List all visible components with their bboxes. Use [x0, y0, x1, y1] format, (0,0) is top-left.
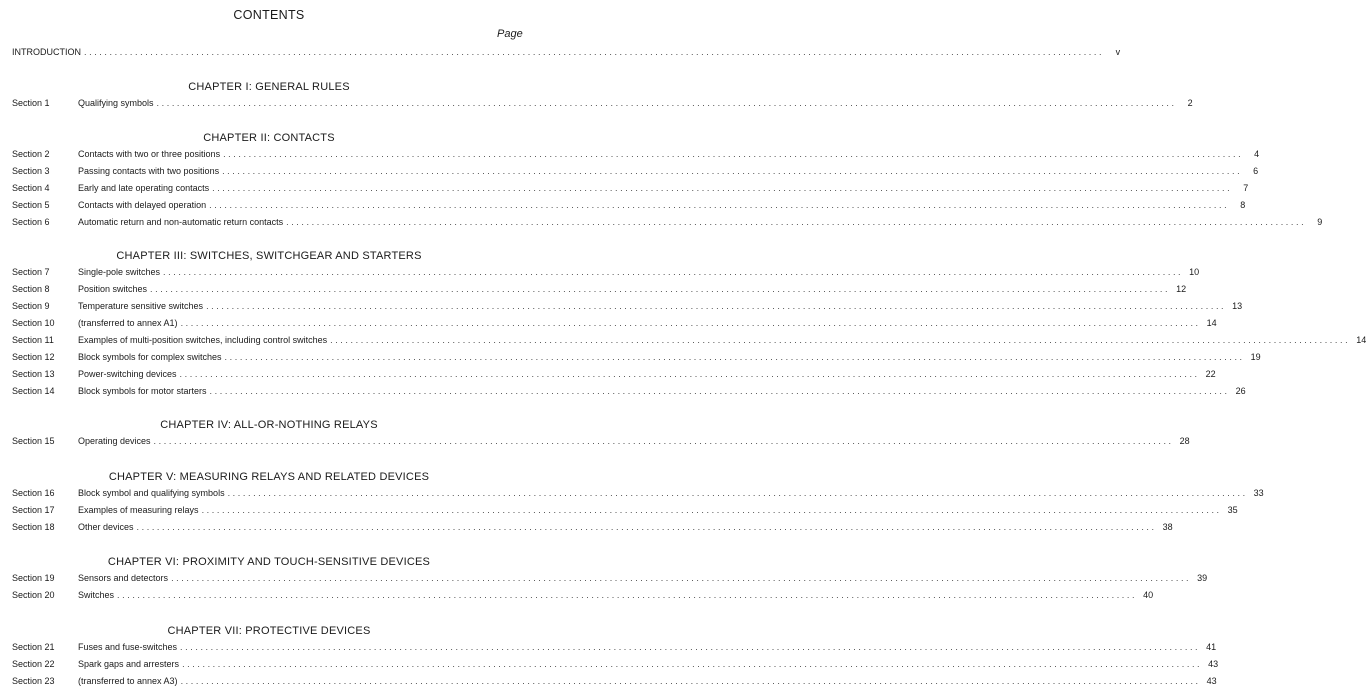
toc-entry-section: Section 4	[12, 183, 50, 193]
toc-entry-page: 10	[1189, 267, 1200, 277]
toc-entry-title: Qualifying symbols	[78, 98, 157, 108]
toc-entry[interactable]	[12, 642, 1217, 656]
chapter-heading: CHAPTER III: SWITCHES, SWITCHGEAR AND STARTERS	[116, 250, 422, 262]
chapter-heading: CHAPTER VII: PROTECTIVE DEVICES	[167, 625, 371, 637]
toc-entry-title: Spark gaps and arresters	[78, 659, 182, 669]
toc-entry[interactable]	[12, 436, 1190, 450]
toc-entry-section: Section 14	[12, 386, 55, 396]
dot-leader: ........................................................................................................................................................................................................	[206, 301, 1227, 311]
toc-entry[interactable]	[12, 267, 1200, 281]
toc-entry[interactable]	[12, 573, 1208, 587]
toc-entry-page: 35	[1227, 505, 1238, 515]
toc-entry-page: 41	[1206, 642, 1217, 652]
toc-entry-title: Contacts with delayed operation	[78, 200, 209, 210]
chapter-heading: CHAPTER V: MEASURING RELAYS AND RELATED DEVICES	[108, 471, 430, 483]
toc-entry[interactable]	[12, 301, 1243, 315]
toc-entry[interactable]	[12, 318, 1217, 332]
dot-leader: ........................................................................................................................................................................................................	[179, 369, 1200, 379]
toc-entry[interactable]	[12, 200, 1246, 214]
dot-leader: ........................................................................................................................................................................................................	[227, 488, 1248, 498]
toc-entry-title: Single-pole switches	[78, 267, 163, 277]
toc-entry[interactable]	[12, 369, 1216, 383]
toc-entry-section: Section 6	[12, 217, 50, 227]
dot-leader: ........................................................................................................................................................................................................	[180, 642, 1201, 652]
chapter-heading: CHAPTER I: GENERAL RULES	[188, 81, 350, 93]
toc-entry-title: Block symbols for motor starters	[78, 386, 210, 396]
toc-entry[interactable]	[12, 386, 1246, 400]
page-column-header: Page	[497, 28, 523, 40]
toc-entry-title: Other devices	[78, 522, 137, 532]
toc-entry[interactable]	[12, 505, 1238, 519]
toc-entry-title: INTRODUCTION	[12, 47, 84, 57]
toc-entry-page: 4	[1254, 149, 1260, 159]
toc-entry-section: Section 7	[12, 267, 50, 277]
dot-leader: ........................................................................................................................................................................................................	[212, 183, 1233, 193]
toc-entry[interactable]	[12, 166, 1259, 180]
toc-entry-title: (transferred to annex A3)	[78, 676, 181, 686]
toc-entry-title: (transferred to annex A1)	[78, 318, 181, 328]
dot-leader: ........................................................................................................................................................................................................	[150, 284, 1171, 294]
toc-entry-section: Section 10	[12, 318, 55, 328]
toc-entry-page: 40	[1143, 590, 1154, 600]
toc-entry-section: Section 1	[12, 98, 50, 108]
toc-entry-title: Examples of multi-position switches, including control switches	[78, 335, 330, 345]
toc-entry-title: Temperature sensitive switches	[78, 301, 206, 311]
toc-entry-section: Section 23	[12, 676, 55, 686]
dot-leader: ........................................................................................................................................................................................................	[180, 676, 1201, 686]
toc-entry-title: Automatic return and non-automatic return contacts	[78, 217, 286, 227]
toc-entry[interactable]	[12, 659, 1219, 673]
toc-entry-page: 43	[1206, 676, 1217, 686]
toc-entry-section: Section 12	[12, 352, 55, 362]
toc-entry-title: Block symbols for complex switches	[78, 352, 225, 362]
toc-entry[interactable]	[12, 217, 1323, 231]
toc-entry-page: 14	[1356, 335, 1366, 345]
toc-entry-page: 19	[1250, 352, 1261, 362]
toc-entry-page: 43	[1208, 659, 1219, 669]
toc-entry-page: v	[1115, 47, 1121, 57]
dot-leader: ........................................................................................................................................................................................................	[117, 590, 1138, 600]
toc-entry-title: Passing contacts with two positions	[78, 166, 222, 176]
toc-entry[interactable]	[12, 352, 1261, 366]
toc-entry-page: 13	[1232, 301, 1243, 311]
toc-entry-section: Section 11	[12, 335, 54, 345]
toc-entry-title: Sensors and detectors	[78, 573, 171, 583]
toc-entry-section: Section 22	[12, 659, 55, 669]
dot-leader: ........................................................................................................................................................................................................	[136, 522, 1157, 532]
toc-entry-section: Section 16	[12, 488, 55, 498]
toc-entry-section: Section 15	[12, 436, 55, 446]
dot-leader: ........................................................................................................................................................................................................	[201, 505, 1222, 515]
toc-entry-page: 33	[1253, 488, 1264, 498]
toc-entry-section: Section 2	[12, 149, 50, 159]
toc-entry-title: Contacts with two or three positions	[78, 149, 223, 159]
toc-entry-page: 9	[1317, 217, 1323, 227]
dot-leader: ........................................................................................................................................................................................................	[224, 352, 1245, 362]
dot-leader: ........................................................................................................................................................................................................	[209, 200, 1230, 210]
dot-leader: ........................................................................................................................................................................................................	[153, 436, 1174, 446]
toc-entry-title: Power-switching devices	[78, 369, 180, 379]
toc-entry[interactable]	[12, 98, 1193, 112]
toc-entry-page: 7	[1243, 183, 1249, 193]
toc-entry[interactable]	[12, 183, 1249, 197]
toc-entry-section: Section 18	[12, 522, 55, 532]
toc-entry-section: Section 19	[12, 573, 55, 583]
toc-entry-section: Section 3	[12, 166, 50, 176]
dot-leader: ........................................................................................................................................................................................................	[286, 217, 1307, 227]
toc-entry-page: 39	[1197, 573, 1208, 583]
toc-entry-page: 6	[1253, 166, 1259, 176]
toc-entry-section: Section 13	[12, 369, 55, 379]
toc-entry-page: 12	[1176, 284, 1187, 294]
toc-entry-title: Examples of measuring relays	[78, 505, 202, 515]
toc-entry-section: Section 21	[12, 642, 55, 652]
toc-entry-page: 28	[1179, 436, 1190, 446]
toc-entry-page: 38	[1162, 522, 1173, 532]
toc-entry-title: Early and late operating contacts	[78, 183, 212, 193]
toc-entry-section: Section 20	[12, 590, 55, 600]
dot-leader: ........................................................................................................................................................................................................	[84, 47, 1105, 57]
toc-entry-section: Section 5	[12, 200, 50, 210]
page-title: CONTENTS	[233, 8, 305, 22]
toc-entry[interactable]	[12, 284, 1187, 298]
chapter-heading: CHAPTER IV: ALL-OR-NOTHING RELAYS	[160, 419, 378, 431]
toc-entry[interactable]	[12, 149, 1260, 163]
toc-entry-title: Operating devices	[78, 436, 154, 446]
dot-leader: ........................................................................................................................................................................................................	[156, 98, 1177, 108]
dot-leader: ........................................................................................................................................................................................................	[209, 386, 1230, 396]
toc-entry-page: 26	[1235, 386, 1246, 396]
toc-entry[interactable]	[12, 676, 1217, 690]
toc-entry-title: Fuses and fuse-switches	[78, 642, 180, 652]
dot-leader: ........................................................................................................................................................................................................	[182, 659, 1203, 669]
toc-entry-title: Block symbol and qualifying symbols	[78, 488, 228, 498]
dot-leader: ........................................................................................................................................................................................................	[223, 149, 1244, 159]
toc-entry-page: 22	[1205, 369, 1216, 379]
toc-entry[interactable]	[12, 590, 1154, 604]
toc-entry-section: Section 17	[12, 505, 55, 515]
dot-leader: ........................................................................................................................................................................................................	[180, 318, 1201, 328]
chapter-heading: CHAPTER VI: PROXIMITY AND TOUCH-SENSITIVE DEVICES	[107, 556, 431, 568]
toc-entry-title: Switches	[78, 590, 117, 600]
dot-leader: ........................................................................................................................................................................................................	[163, 267, 1184, 277]
dot-leader: ........................................................................................................................................................................................................	[330, 335, 1351, 345]
toc-entry[interactable]	[12, 522, 1173, 536]
toc-entry-introduction[interactable]	[12, 47, 1121, 61]
toc-entry-page: 8	[1240, 200, 1246, 210]
toc-entry-title: Position switches	[78, 284, 150, 294]
dot-leader: ........................................................................................................................................................................................................	[171, 573, 1192, 583]
toc-entry[interactable]	[12, 335, 1366, 349]
toc-entry[interactable]	[12, 488, 1264, 502]
chapter-heading: CHAPTER II: CONTACTS	[203, 132, 335, 144]
toc-entry-page: 2	[1187, 98, 1193, 108]
toc-entry-page: 14	[1206, 318, 1217, 328]
toc-entry-section: Section 9	[12, 301, 50, 311]
dot-leader: ........................................................................................................................................................................................................	[222, 166, 1243, 176]
toc-entry-section: Section 8	[12, 284, 50, 294]
